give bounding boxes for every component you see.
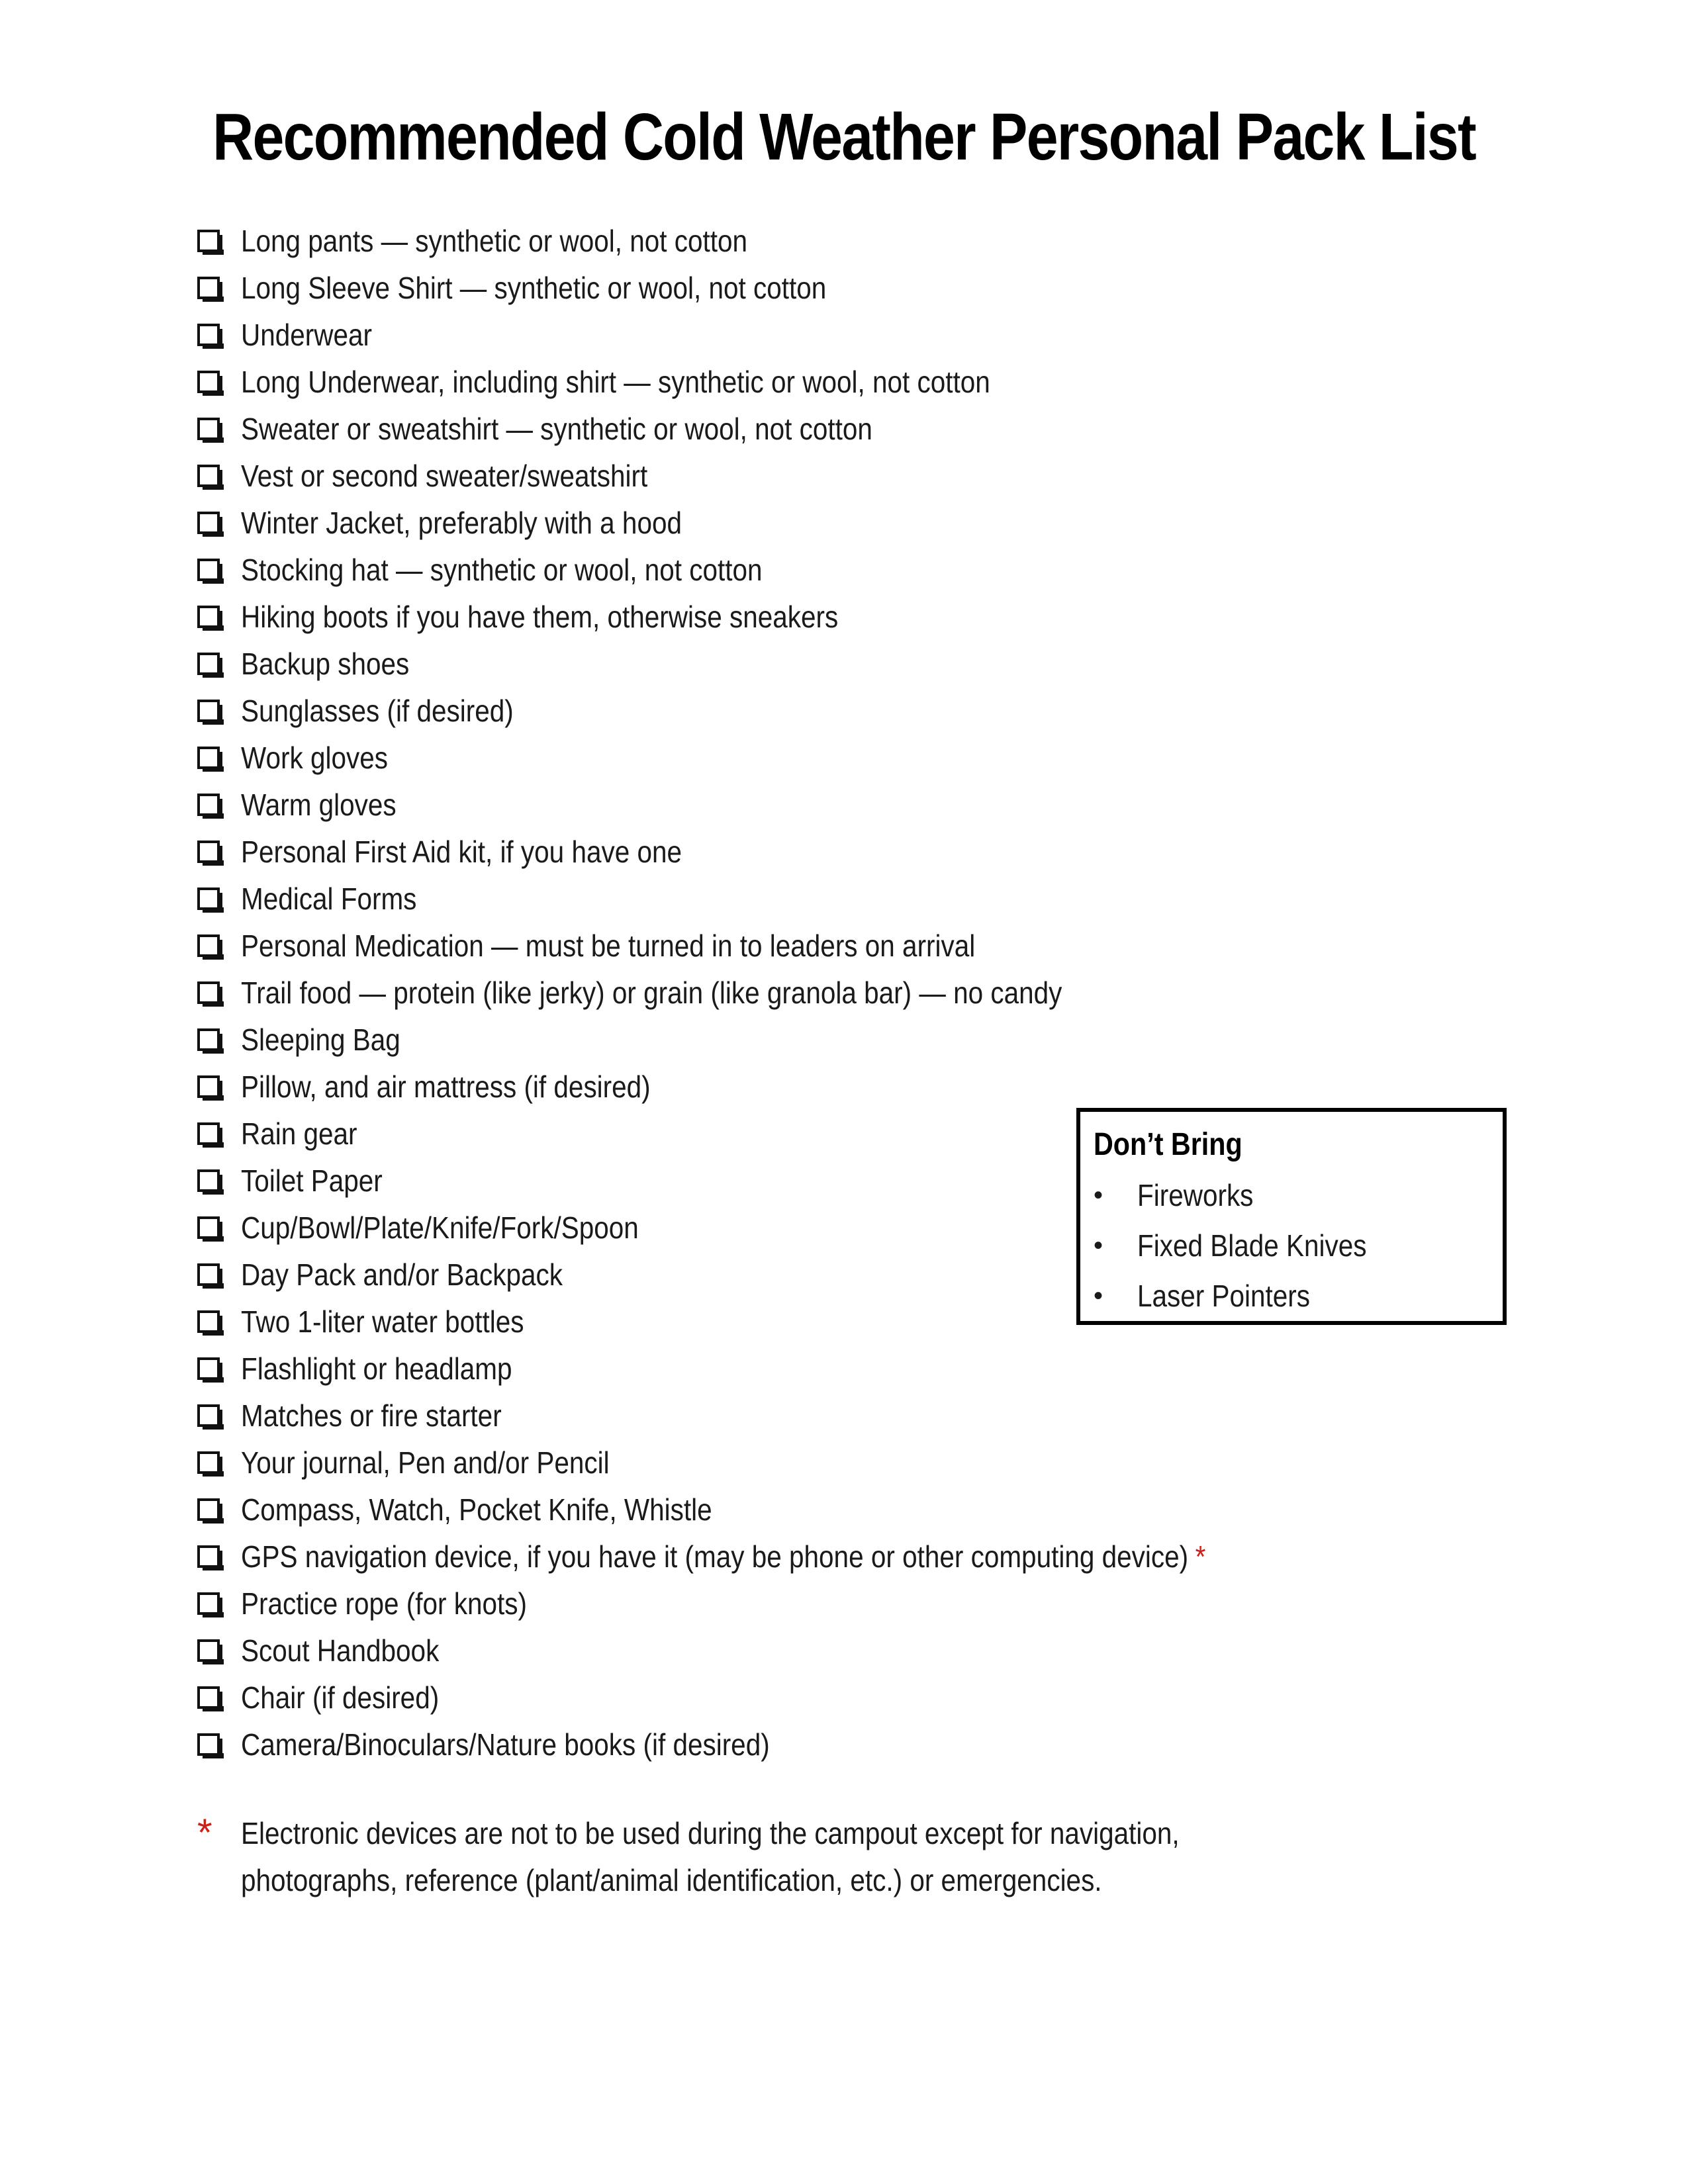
item-label: Compass, Watch, Pocket Knife, Whistle: [241, 1492, 712, 1527]
checkbox-icon[interactable]: [197, 512, 220, 534]
gps-asterisk: *: [1195, 1539, 1206, 1574]
pack-item-medical-forms: [197, 875, 1337, 922]
checkbox-icon[interactable]: [197, 1216, 220, 1239]
checkbox-icon[interactable]: [197, 559, 220, 581]
item-label: Work gloves: [241, 740, 388, 775]
checkbox-icon[interactable]: [197, 1263, 220, 1286]
dont-bring-item-knives: [1094, 1220, 1489, 1271]
item-label: Day Pack and/or Backpack: [241, 1257, 563, 1292]
checkbox-icon[interactable]: [197, 1592, 220, 1615]
item-label: Personal First Aid kit, if you have one: [241, 834, 682, 869]
item-label: Sunglasses (if desired): [241, 693, 514, 728]
pack-item-practice-rope: [197, 1580, 1337, 1627]
pack-item-backup-shoes: [197, 640, 1337, 687]
pack-item-work-gloves: [197, 734, 1337, 781]
pack-item-camera: [197, 1721, 1337, 1768]
dont-bring-list: [1094, 1170, 1489, 1321]
checkbox-icon[interactable]: [197, 653, 220, 675]
pack-item-compass: [197, 1486, 1337, 1533]
checkbox-icon[interactable]: [197, 1498, 220, 1521]
checkbox-icon[interactable]: [197, 418, 220, 440]
item-label: Pillow, and air mattress (if desired): [241, 1069, 651, 1104]
pack-item-long-pants: [197, 217, 1337, 264]
pack-item-vest: [197, 452, 1337, 499]
item-label: Warm gloves: [241, 787, 397, 822]
checkbox-icon[interactable]: [197, 1169, 220, 1192]
dont-bring-item-fireworks: [1094, 1170, 1489, 1220]
item-label: Hiking boots if you have them, otherwise sneakers: [241, 599, 839, 634]
item-label: Medical Forms: [241, 881, 417, 916]
item-label: Practice rope (for knots): [241, 1586, 527, 1621]
page-title: Recommended Cold Weather Personal Pack List: [212, 100, 1476, 174]
pack-item-journal: [197, 1439, 1337, 1486]
pack-item-pillow: [197, 1063, 1337, 1110]
pack-item-flashlight: [197, 1345, 1337, 1392]
checkbox-icon[interactable]: [197, 1310, 220, 1333]
checkbox-icon[interactable]: [197, 465, 220, 487]
item-label: Backup shoes: [241, 646, 410, 681]
item-label: Stocking hat — synthetic or wool, not cotton: [241, 552, 763, 587]
dont-bring-label: Fireworks: [1137, 1178, 1254, 1212]
checkbox-icon[interactable]: [197, 1122, 220, 1145]
pack-item-chair: [197, 1674, 1337, 1721]
footnote: [197, 1810, 1488, 1904]
checkbox-icon[interactable]: [197, 1028, 220, 1051]
checkbox-icon[interactable]: [197, 277, 220, 299]
checkbox-icon[interactable]: [197, 230, 220, 252]
dont-bring-label: Fixed Blade Knives: [1137, 1228, 1367, 1263]
checkbox-icon[interactable]: [197, 1451, 220, 1474]
pack-item-scout-handbook: [197, 1627, 1337, 1674]
pack-item-underwear: [197, 311, 1337, 358]
item-label: Long pants — synthetic or wool, not cotton: [241, 223, 748, 258]
item-label: Long Sleeve Shirt — synthetic or wool, not cotton: [241, 270, 827, 305]
item-label: Camera/Binoculars/Nature books (if desired): [241, 1727, 770, 1762]
item-label: Rain gear: [241, 1116, 357, 1151]
item-label: Toilet Paper: [241, 1163, 383, 1198]
checkbox-icon[interactable]: [197, 981, 220, 1004]
checkbox-icon[interactable]: [197, 841, 220, 863]
item-label: Two 1-liter water bottles: [241, 1304, 524, 1339]
pack-item-matches: [197, 1392, 1337, 1439]
dont-bring-box: [1076, 1108, 1507, 1325]
checkbox-icon[interactable]: [197, 747, 220, 769]
checkbox-icon[interactable]: [197, 1639, 220, 1662]
dont-bring-item-laser-pointers: [1094, 1271, 1489, 1321]
checkbox-icon[interactable]: [197, 324, 220, 346]
pack-item-sweater: [197, 405, 1337, 452]
pack-item-long-underwear: [197, 358, 1337, 405]
item-label: Sleeping Bag: [241, 1022, 400, 1057]
checkbox-icon[interactable]: [197, 1357, 220, 1380]
item-label: Your journal, Pen and/or Pencil: [241, 1445, 610, 1480]
item-label: Personal Medication — must be turned in to leaders on arrival: [241, 928, 976, 963]
dont-bring-label: Laser Pointers: [1137, 1279, 1311, 1313]
pack-item-winter-jacket: [197, 499, 1337, 546]
item-label: Chair (if desired): [241, 1680, 440, 1715]
item-label: Matches or fire starter: [241, 1398, 502, 1433]
pack-list: [197, 217, 1337, 1768]
item-label: Trail food — protein (like jerky) or grain (like granola bar) — no candy: [241, 975, 1062, 1010]
item-label: Cup/Bowl/Plate/Knife/Fork/Spoon: [241, 1210, 639, 1245]
checkbox-icon[interactable]: [197, 1075, 220, 1098]
item-label: Underwear: [241, 317, 372, 352]
pack-item-first-aid-kit: [197, 828, 1337, 875]
bullet-icon: •: [1094, 1281, 1103, 1310]
pack-item-long-sleeve-shirt: [197, 264, 1337, 311]
pack-item-gps: [197, 1533, 1337, 1580]
item-label: Sweater or sweatshirt — synthetic or wool, not cotton: [241, 411, 872, 446]
checkbox-icon[interactable]: [197, 606, 220, 628]
item-label: Winter Jacket, preferably with a hood: [241, 505, 682, 540]
gps-item-text: GPS navigation device, if you have it (may be phone or other computing device): [241, 1539, 1189, 1574]
pack-item-sleeping-bag: [197, 1016, 1337, 1063]
pack-item-personal-medication: [197, 922, 1337, 969]
item-label: Long Underwear, including shirt — synthetic or wool, not cotton: [241, 364, 990, 399]
pack-item-stocking-hat: [197, 546, 1337, 593]
footnote-text: Electronic devices are not to be used during the campout except for navigation, photographs, reference (plant/animal identification, etc.) or emergencies.: [241, 1816, 1180, 1897]
pack-item-hiking-boots: [197, 593, 1337, 640]
item-label: Scout Handbook: [241, 1633, 440, 1668]
checkbox-icon[interactable]: [197, 1733, 220, 1756]
checkbox-icon[interactable]: [197, 934, 220, 957]
pack-item-trail-food: [197, 969, 1337, 1016]
checkbox-icon[interactable]: [197, 1686, 220, 1709]
item-label: [241, 1537, 1205, 1576]
bullet-icon: •: [1094, 1181, 1103, 1210]
dont-bring-title: Don’t Bring: [1094, 1127, 1243, 1162]
bullet-icon: •: [1094, 1231, 1103, 1260]
checkbox-icon[interactable]: [197, 700, 220, 722]
footnote-asterisk: *: [197, 1811, 212, 1854]
pack-item-warm-gloves: [197, 781, 1337, 828]
item-label: Vest or second sweater/sweatshirt: [241, 458, 648, 493]
pack-item-sunglasses: [197, 687, 1337, 734]
checkbox-icon[interactable]: [197, 794, 220, 816]
checkbox-icon[interactable]: [197, 371, 220, 393]
checkbox-icon[interactable]: [197, 887, 220, 910]
checkbox-icon[interactable]: [197, 1545, 220, 1568]
checkbox-icon[interactable]: [197, 1404, 220, 1427]
item-label: Flashlight or headlamp: [241, 1351, 512, 1386]
